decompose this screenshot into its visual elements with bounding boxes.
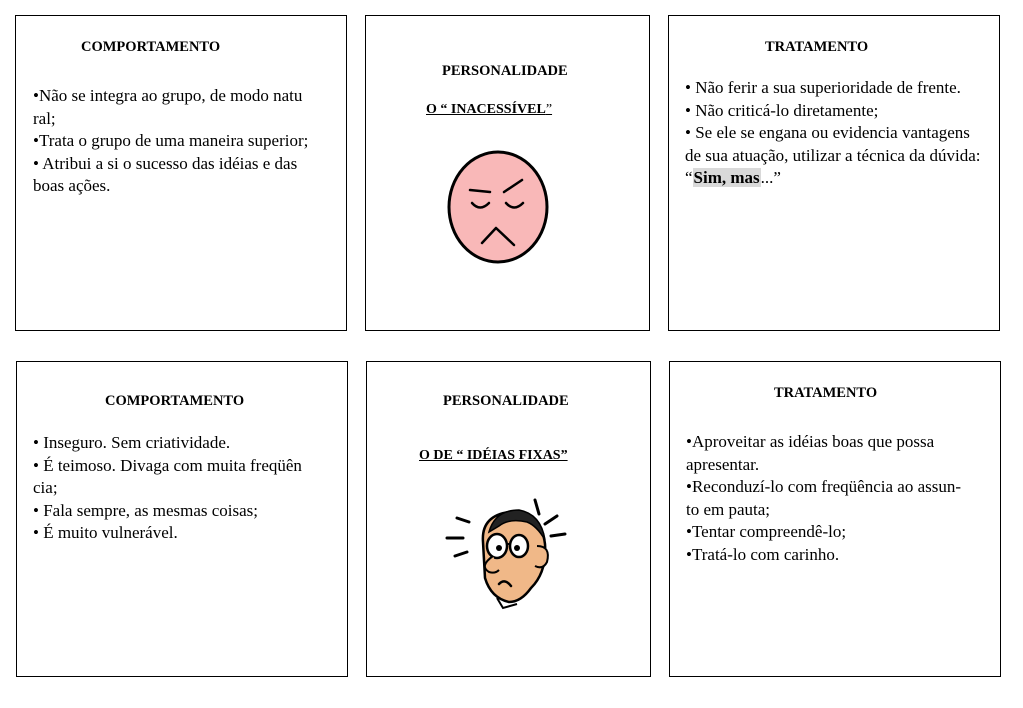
- treatment-heading: TRATAMENTO: [765, 39, 869, 55]
- type-label-quote: ”: [545, 102, 553, 117]
- text-line: to em pauta;: [686, 499, 771, 519]
- text-line: • Não ferir a sua superioridade de frente.: [685, 78, 961, 97]
- text-line: • Inseguro. Sem criatividade.: [33, 433, 231, 452]
- personality-card-fixed-ideas: [366, 361, 651, 677]
- worried-man-icon: [439, 492, 579, 612]
- behavior-card-fixed-ideas: [16, 361, 348, 677]
- angry-face-icon: [444, 146, 554, 266]
- text-line: de sua atuação, utilizar a técnica da dúvida:: [685, 145, 981, 165]
- treatment-text: [686, 431, 961, 566]
- text-line: • Não criticá-lo diretamente;: [685, 100, 879, 120]
- personality-heading: PERSONALIDADE: [442, 63, 568, 79]
- text-line: • É muito vulnerável.: [33, 523, 178, 542]
- personality-heading: PERSONALIDADE: [443, 393, 569, 409]
- behavior-card-inaccessible: [15, 15, 347, 331]
- personality-type-title: O DE “ IDÉIAS FIXAS”: [419, 448, 568, 463]
- text-line: •Não se integra ao grupo, de modo natu: [33, 86, 303, 105]
- behavior-text: [33, 85, 308, 198]
- text-line: •Tentar compreendê-lo;: [686, 522, 847, 541]
- text-line: cia;: [33, 478, 58, 497]
- text-line: • Se ele se engana ou evidencia vantagens: [685, 123, 970, 142]
- quote-close: ...”: [760, 168, 781, 187]
- text-line: ral;: [33, 108, 56, 128]
- text-line: apresentar.: [686, 454, 760, 474]
- treatment-text: [685, 77, 980, 190]
- quote-open: “: [685, 168, 693, 187]
- sim-mas-label: Sim, mas: [693, 168, 760, 187]
- treatment-heading: TRATAMENTO: [774, 385, 878, 401]
- text-line: •Reconduzí-lo com freqüência ao assun-: [686, 477, 962, 496]
- treatment-card-inaccessible: [668, 15, 1000, 331]
- behavior-text: [33, 432, 302, 545]
- text-line: • Fala sempre, as mesmas coisas;: [33, 500, 259, 520]
- behavior-heading: COMPORTAMENTO: [81, 39, 221, 55]
- behavior-heading: COMPORTAMENTO: [105, 393, 245, 409]
- text-line: boas ações.: [33, 176, 111, 195]
- personality-type-title: [426, 102, 552, 118]
- text-line: •Tratá-lo com carinho.: [686, 544, 840, 564]
- text-line: •Aproveitar as idéias boas que possa: [686, 432, 935, 451]
- text-line: • Atribui a si o sucesso das idéias e das: [33, 153, 298, 173]
- text-line: •Trata o grupo de uma maneira superior;: [33, 131, 309, 150]
- treatment-card-fixed-ideas: [669, 361, 1001, 677]
- personality-card-inaccessible: [365, 15, 650, 331]
- type-label: O “ INACESSÍVEL: [426, 102, 546, 117]
- text-line: • É teimoso. Divaga com muita freqüên: [33, 455, 302, 475]
- quote-line: [685, 167, 980, 190]
